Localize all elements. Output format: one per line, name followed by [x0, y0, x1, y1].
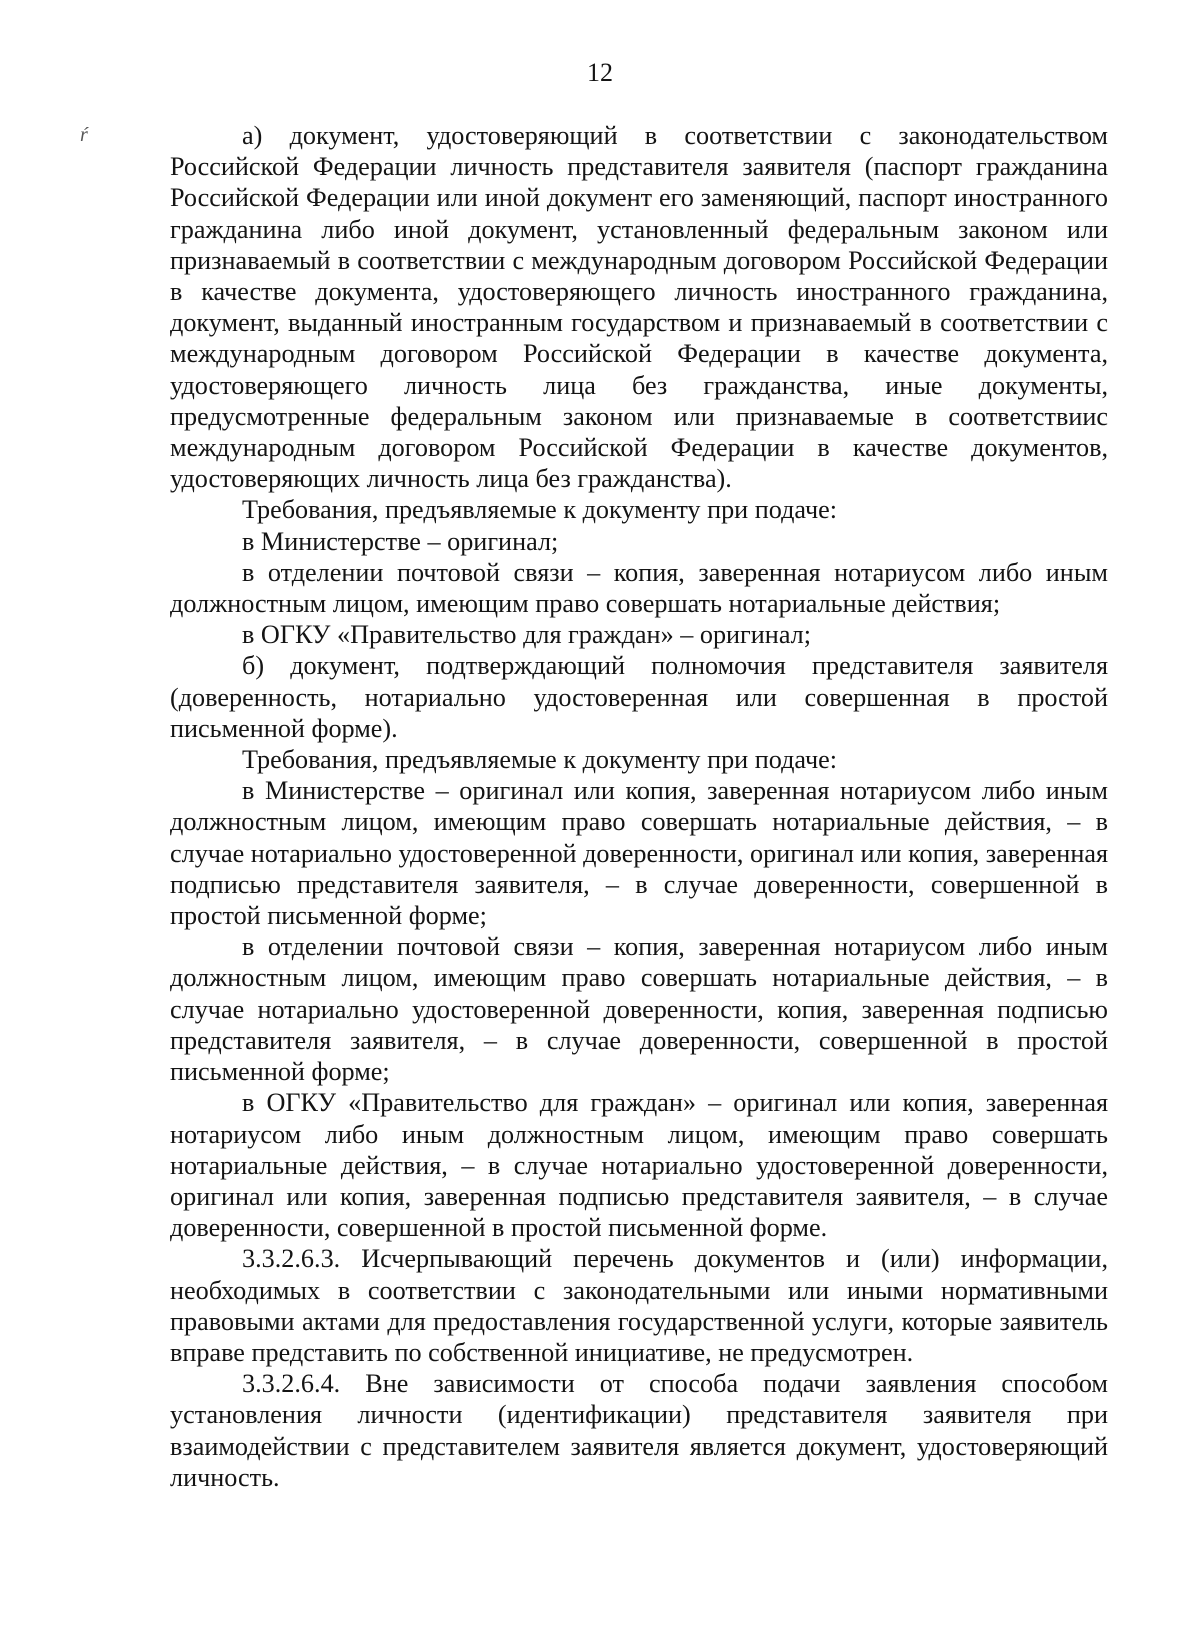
paragraph-ogku-original: в ОГКУ «Правительство для граждан» – оригинал;	[242, 620, 812, 650]
paragraph-requirements-heading: Требования, предъявляемые к документу при подаче:	[242, 495, 838, 525]
document-body	[170, 120, 1108, 1493]
paragraph-ogku-original-or-copy: в ОГКУ «Правительство для граждан» – оригинал или копия, заверенная нотариусом либо иным должностным лицом, имеющим право совершать нотариальные действия, – в случае нотариально удостоверенной доверенности, оригинал или копия, заверенная подписью представителя заявителя, – в случае доверенности, совершенной в простой письменной форме.	[170, 1088, 1108, 1243]
paragraph-ministry-original-or-copy: в Министерстве – оригинал или копия, заверенная нотариусом либо иным должностным лицом, имеющим право совершать нотариальные действия, – в случае нотариально удостоверенной доверенности, оригинал или копия, заверенная подписью представителя заявителя, – в случае доверенности, совершенной в простой письменной форме;	[170, 776, 1108, 931]
paragraph-section-3-3-2-6-4: 3.3.2.6.4. Вне зависимости от способа подачи заявления способом установления личности (идентификации) представителя заявителя при взаимодействии с представителем заявителя является документ, удостоверяющий личность.	[170, 1369, 1108, 1492]
paragraph-post-office-copy: в отделении почтовой связи – копия, заверенная нотариусом либо иным должностным лицом, имеющим право совершать нотариальные действия;	[170, 557, 1108, 619]
paragraph-ministry-original: в Министерстве – оригинал;	[242, 526, 559, 556]
paragraph-requirements-heading-2: Требования, предъявляемые к документу при подаче:	[242, 745, 838, 775]
margin-mark: ŕ	[80, 124, 88, 146]
page-number: 12	[587, 58, 613, 87]
paragraph-post-office-copy-2: в отделении почтовой связи – копия, заверенная нотариусом либо иным должностным лицом, имеющим право совершать нотариальные действия, – в случае нотариально удостоверенной доверенности, копия, заверенная подписью представителя заявителя, – в случае доверенности, совершенной в простой письменной форме;	[170, 932, 1108, 1087]
paragraph-section-3-3-2-6-3: 3.3.2.6.3. Исчерпывающий перечень документов и (или) информации, необходимых в соответствии с законодательными или иными нормативными правовыми актами для предоставления государственной услуги, которые заявитель вправе представить по собственной инициативе, не предусмотрен.	[170, 1244, 1108, 1367]
paragraph-identity-document: а) документ, удостоверяющий в соответствии с законодательством Российской Федерации личность представителя заявителя (паспорт гражданина Российской Федерации или иной документ его заменяющий, паспорт иностранного гражданина либо иной документ, установленный федеральным законом или признаваемый в соответствии с международным договором Российской Федерации в качестве документа, удостоверяющего личность иностранного гражданина, документ, выданный иностранным государством и признаваемый в соответствии с международным договором Российской Федерации в качестве документа, удостоверяющего личность лица без гражданства, иные документы, предусмотренные федеральным законом или признаваемые в соответствиис международным договором Российской Федерации в качестве документов, удостоверяющих личность лица без гражданства).	[170, 121, 1108, 494]
paragraph-authority-document: б) документ, подтверждающий полномочия представителя заявителя (доверенность, нотариально удостоверенная или совершенная в простой письменной форме).	[170, 651, 1108, 743]
